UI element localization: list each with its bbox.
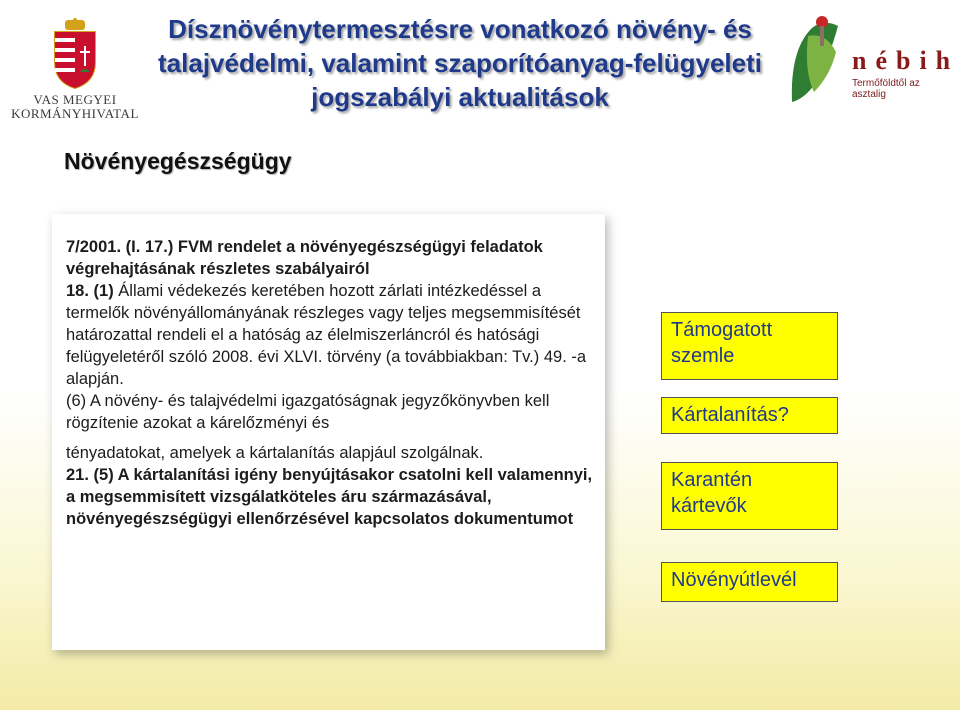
nebih-logo [786,12,960,112]
nebih-emblem-icon [786,12,846,108]
page-title [140,12,780,114]
regulation-text-panel [52,214,605,650]
logo-right-name: nébih [852,46,960,75]
logo-right-slogan: Termőföldtől az asztalig [852,78,920,100]
logo-left-line1: VAS MEGYEI [33,92,117,107]
title-line-3: jogszabályi aktualitások [311,82,609,112]
title-line-1: Dísznövénytermesztésre vonatkozó növény- és [168,14,752,44]
paragraph-18-lead: 18. (1) [66,282,119,300]
hungarian-coat-of-arms-icon [52,18,98,90]
paragraph-18-6: (6) A növény- és talajvédelmi igazgatóságnak jegyzőkönyvben kell rögzítenie azokat a kárelőzményi és [66,392,550,432]
topic-box-kartalanitas[interactable]: Kártalanítás? [661,397,838,434]
title-line-2: talajvédelmi, valamint szaporítóanyag-felügyeleti [158,48,762,78]
paragraph-18-text: Állami védekezés keretében hozott zárlati intézkedéssel a termelők növényállományának részleges vagy teljes megsemmisítését határozattal rendeli el a hatóság az élelmiszerláncról és hatósági felügyeletéről szóló 2008. évi XLVI. törvény (a továbbiakban: Tv.) 49. -a alapján. [66,282,587,388]
paragraph-18 [66,280,594,390]
topic-box-tamogatott-szemle[interactable]: Támogatott szemle [661,312,838,380]
logo-left-line2: KORMÁNYHIVATAL [11,106,139,121]
topic-box-novenyutlevel[interactable]: Növényútlevél [661,562,838,602]
regulation-heading: 7/2001. (I. 17.) FVM rendelet a növényegészségügyi feladatok végrehajtásának részletes szabályairól [66,238,543,278]
paragraph-18-6-cont: tényadatokat, amelyek a kártalanítás alapjául szolgálnak. [66,444,484,462]
section-title: Növényegészségügy [64,148,292,174]
topic-box-karanten-kartevok[interactable]: Karantén kártevők [661,462,838,530]
vas-megyei-kormanyhivatal-logo [10,18,140,121]
paragraph-21-5: 21. (5) A kártalanítási igény benyújtásakor csatolni kell valamennyi, a megsemmisített vizsgálatköteles áru származásával, növényegészségügyi ellenőrzésével kapcsolatos dokumentumot [66,466,593,528]
